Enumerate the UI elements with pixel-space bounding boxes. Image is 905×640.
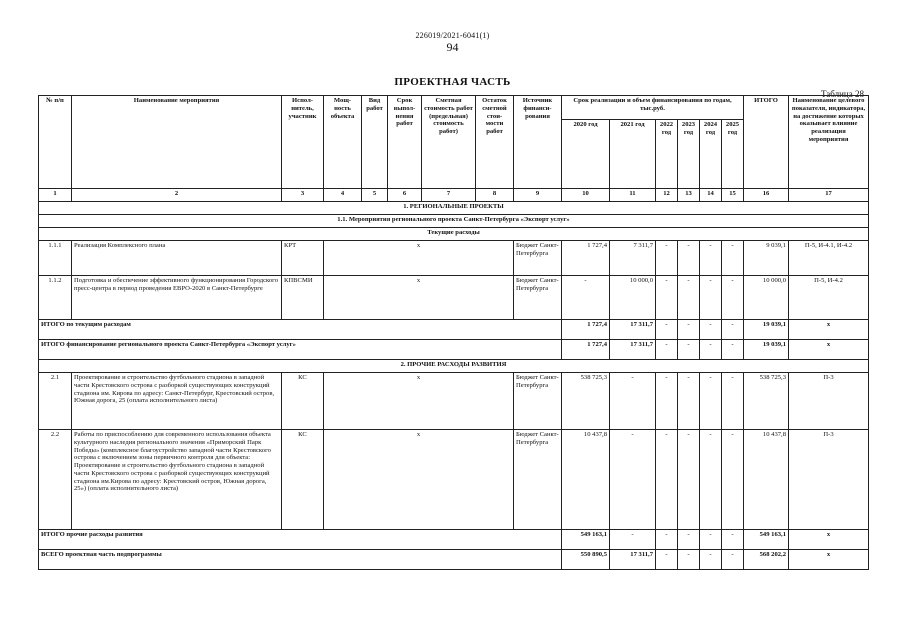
- row-2025: -: [722, 241, 744, 276]
- total-2024: -: [700, 530, 722, 550]
- total-2023: -: [678, 530, 700, 550]
- page-number: 94: [446, 40, 459, 54]
- row-indicator: П-5, И-4.1, И-4.2: [789, 241, 869, 276]
- column-number: 11: [610, 189, 656, 202]
- row-2020: -: [562, 276, 610, 320]
- total-mark: х: [789, 550, 869, 570]
- row-2021: 10 000,0: [610, 276, 656, 320]
- page-title: ПРОЕКТНАЯ ЧАСТЬ: [394, 76, 511, 88]
- total-2020: 550 890,5: [562, 550, 610, 570]
- column-number: 9: [514, 189, 562, 202]
- total-2025: -: [722, 550, 744, 570]
- row-source: Бюджет Санкт-Петербурга: [514, 430, 562, 530]
- total-sum: 549 163,1: [744, 530, 789, 550]
- row-2021: -: [610, 373, 656, 430]
- row-2021: 7 311,7: [610, 241, 656, 276]
- row-num: 2.2: [39, 430, 72, 530]
- total-2025: -: [722, 320, 744, 340]
- row-exec: КС: [282, 373, 324, 430]
- total-row: [39, 320, 869, 340]
- row-mark: х: [324, 241, 514, 276]
- row-2022: -: [656, 430, 678, 530]
- header-2020: 2020 год: [562, 120, 610, 189]
- row-exec: КС: [282, 430, 324, 530]
- column-number: 7: [422, 189, 476, 202]
- row-num: 1.1.1: [39, 241, 72, 276]
- total-2020: 549 163,1: [562, 530, 610, 550]
- column-number: 5: [362, 189, 388, 202]
- row-2024: -: [700, 430, 722, 530]
- grand-total-row: [39, 550, 869, 570]
- row-num: 2.1: [39, 373, 72, 430]
- column-number: 2: [72, 189, 282, 202]
- total-2021: -: [610, 530, 656, 550]
- row-exec: КПВСМИ: [282, 276, 324, 320]
- row-2023: -: [678, 276, 700, 320]
- header-2024: 2024 год: [700, 120, 722, 189]
- header-period: Срок реализации и объем финансирования по годам, тыс.руб.: [562, 96, 744, 120]
- total-2020: 1 727,4: [562, 340, 610, 360]
- row-2020: 538 725,3: [562, 373, 610, 430]
- row-2025: -: [722, 373, 744, 430]
- row-indicator: П-3: [789, 373, 869, 430]
- header-remain: Остаток сметной стои-мости работ: [476, 96, 514, 189]
- total-2024: -: [700, 320, 722, 340]
- total-mark: х: [789, 320, 869, 340]
- column-number: 4: [324, 189, 362, 202]
- section-heading: 2. ПРОЧИЕ РАСХОДЫ РАЗВИТИЯ: [39, 360, 869, 373]
- total-sum: 568 202,2: [744, 550, 789, 570]
- header-type: Вид работ: [362, 96, 388, 189]
- header-cost: Сметная стоимость работ (предельная) стоимость работ): [422, 96, 476, 189]
- column-number: 12: [656, 189, 678, 202]
- row-total: 538 725,3: [744, 373, 789, 430]
- header-indicator: Наименование целевого показателя, индикатора, на достижение которых оказывает влияние реализация мероприятия: [789, 96, 869, 189]
- row-indicator: П-3: [789, 430, 869, 530]
- total-2021: 17 311,7: [610, 320, 656, 340]
- table-row: [39, 241, 869, 276]
- table-row: [39, 276, 869, 320]
- table-row: [39, 373, 869, 430]
- total-label: ИТОГО финансирование регионального проекта Санкт-Петербурга «Экспорт услуг»: [39, 340, 562, 360]
- header-source: Источник финанси-рования: [514, 96, 562, 189]
- total-2025: -: [722, 530, 744, 550]
- column-number: 17: [789, 189, 869, 202]
- column-number: 1: [39, 189, 72, 202]
- header-2022: 2022 год: [656, 120, 678, 189]
- row-mark: х: [324, 430, 514, 530]
- total-2023: -: [678, 550, 700, 570]
- row-2024: -: [700, 276, 722, 320]
- column-number: 13: [678, 189, 700, 202]
- column-number: 10: [562, 189, 610, 202]
- header-num: № п/п: [39, 96, 72, 189]
- row-total: 9 039,1: [744, 241, 789, 276]
- total-2025: -: [722, 340, 744, 360]
- total-2021: 17 311,7: [610, 550, 656, 570]
- header-total: ИТОГО: [744, 96, 789, 189]
- table-row: [39, 430, 869, 530]
- row-indicator: П-5, И-4.2: [789, 276, 869, 320]
- row-2020: 10 437,8: [562, 430, 610, 530]
- column-number: 15: [722, 189, 744, 202]
- column-number: 14: [700, 189, 722, 202]
- row-exec: КРТ: [282, 241, 324, 276]
- row-2022: -: [656, 276, 678, 320]
- row-name: Работы по приспособлению для современного использования объекта культурного наследия регионального значения «Приморский Парк Победы» (комплексное благоустройство западной части Крестовского острова с включением зоны первичного контроля для объекта: Проектирование и строительство футбольного стадиона в западной части Крестовского острова с разборкой существующих конструкций стадиона им.Кирова по адресу: Крестовский остров, Южная дорога, 25») (оплата исполнительного листа): [72, 430, 282, 530]
- row-2025: -: [722, 276, 744, 320]
- current-expenses-heading: Текущие расходы: [39, 228, 869, 241]
- total-mark: х: [789, 530, 869, 550]
- total-2022: -: [656, 320, 678, 340]
- total-label: ВСЕГО проектная часть подпрограммы: [39, 550, 562, 570]
- row-2025: -: [722, 430, 744, 530]
- row-source: Бюджет Санкт-Петербурга: [514, 276, 562, 320]
- header-term: Срок выпол-нения работ: [388, 96, 422, 189]
- subsection-heading: 1.1. Мероприятия регионального проекта Санкт-Петербурга «Экспорт услуг»: [39, 215, 869, 228]
- row-name: Подготовка и обеспечение эффективного функционирования Городского пресс-центра в период проведения ЕВРО-2020 в Санкт-Петербурге: [72, 276, 282, 320]
- column-number: 3: [282, 189, 324, 202]
- column-number: 16: [744, 189, 789, 202]
- total-row: [39, 340, 869, 360]
- row-mark: х: [324, 276, 514, 320]
- row-2024: -: [700, 241, 722, 276]
- header-name: Наименование мероприятия: [72, 96, 282, 189]
- row-mark: х: [324, 373, 514, 430]
- total-2020: 1 727,4: [562, 320, 610, 340]
- total-2023: -: [678, 340, 700, 360]
- row-num: 1.1.2: [39, 276, 72, 320]
- total-sum: 19 039,1: [744, 320, 789, 340]
- header-power: Мощ-ность объекта: [324, 96, 362, 189]
- table-label: Таблица 28: [821, 89, 864, 99]
- row-2023: -: [678, 430, 700, 530]
- total-sum: 19 039,1: [744, 340, 789, 360]
- column-number: 6: [388, 189, 422, 202]
- row-2022: -: [656, 241, 678, 276]
- total-2024: -: [700, 340, 722, 360]
- row-2023: -: [678, 241, 700, 276]
- total-2024: -: [700, 550, 722, 570]
- row-2022: -: [656, 373, 678, 430]
- total-row: [39, 530, 869, 550]
- project-table: [38, 95, 869, 570]
- row-name: Реализация Комплексного плана: [72, 241, 282, 276]
- header-2021: 2021 год: [610, 120, 656, 189]
- document-number: 226019/2021-6041(1): [415, 31, 490, 40]
- row-2020: 1 727,4: [562, 241, 610, 276]
- row-total: 10 437,8: [744, 430, 789, 530]
- row-2021: -: [610, 430, 656, 530]
- row-source: Бюджет Санкт-Петербурга: [514, 373, 562, 430]
- section-heading: 1. РЕГИОНАЛЬНЫЕ ПРОЕКТЫ: [39, 202, 869, 215]
- column-number: 8: [476, 189, 514, 202]
- total-2023: -: [678, 320, 700, 340]
- row-2023: -: [678, 373, 700, 430]
- row-total: 10 000,0: [744, 276, 789, 320]
- total-2022: -: [656, 550, 678, 570]
- row-source: Бюджет Санкт-Петербурга: [514, 241, 562, 276]
- column-numbers-row: [39, 189, 869, 202]
- total-mark: х: [789, 340, 869, 360]
- total-label: ИТОГО по текущим расходам: [39, 320, 562, 340]
- total-2021: 17 311,7: [610, 340, 656, 360]
- row-name: Проектирование и строительство футбольного стадиона в западной части Крестовского острова с разборкой существующих конструкций стадиона им. Кирова по адресу: Санкт-Петербург, Крестовский остров, Южная дорога, 25 (оплата исполнительного листа): [72, 373, 282, 430]
- total-2022: -: [656, 530, 678, 550]
- row-2024: -: [700, 373, 722, 430]
- header-2023: 2023 год: [678, 120, 700, 189]
- total-label: ИТОГО прочие расходы развития: [39, 530, 562, 550]
- header-exec: Испол-нитель, участник: [282, 96, 324, 189]
- header-2025: 2025 год: [722, 120, 744, 189]
- total-2022: -: [656, 340, 678, 360]
